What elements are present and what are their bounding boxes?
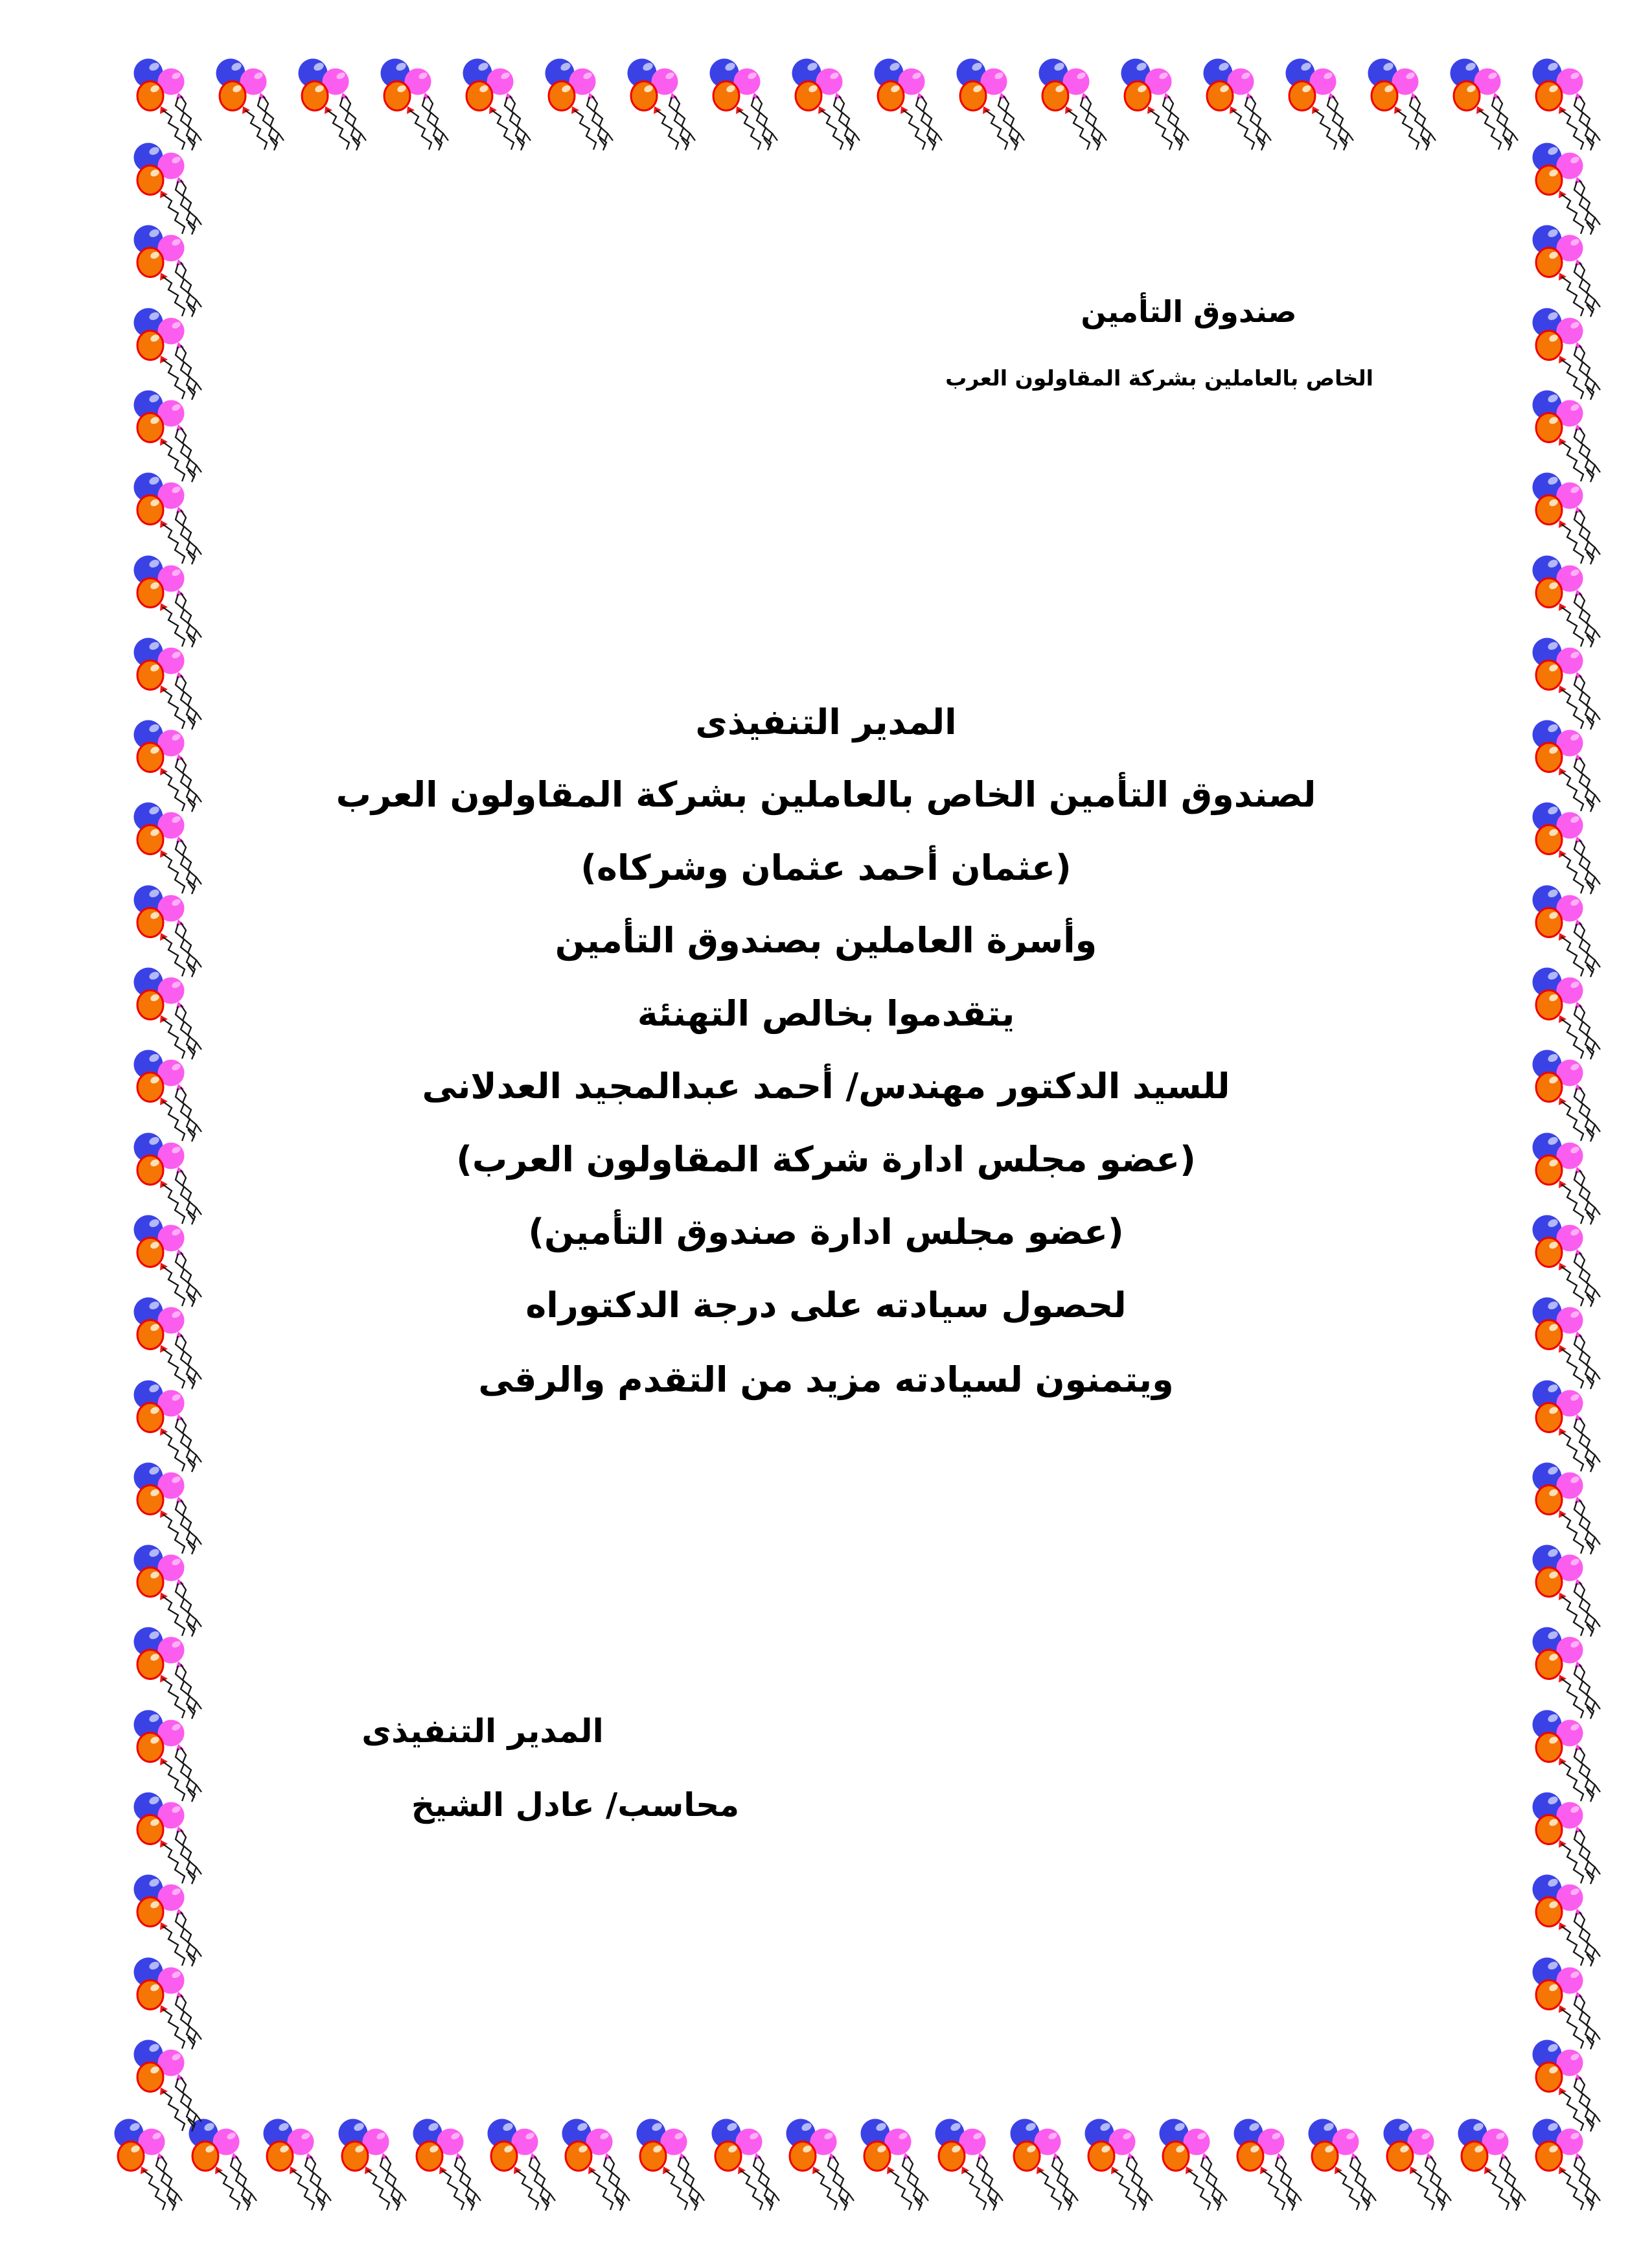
balloon-cluster-icon bbox=[380, 57, 467, 155]
balloon-cluster-icon bbox=[709, 57, 796, 155]
balloon-cluster-icon bbox=[1202, 57, 1290, 155]
balloon-cluster-icon bbox=[873, 57, 961, 155]
header-org-subtitle: الخاص بالعاملين بشركة المقاولون العرب bbox=[945, 365, 1373, 391]
balloon-cluster-icon bbox=[262, 2117, 350, 2216]
balloon-cluster-icon bbox=[1285, 57, 1372, 155]
balloon-cluster-icon bbox=[133, 2038, 220, 2137]
header-org-title: صندوق التأمين bbox=[1081, 294, 1297, 329]
balloon-cluster-icon bbox=[1038, 57, 1125, 155]
body-line-6: للسيد الدكتور مهندس/ أحمد عبدالمجيد العدلانى bbox=[422, 1066, 1230, 1107]
body-line-7: (عضو مجلس ادارة شركة المقاولون العرب) bbox=[456, 1139, 1196, 1180]
balloon-cluster-icon bbox=[956, 57, 1043, 155]
body-line-1: المدير التنفيذى bbox=[695, 702, 957, 742]
signature-title: المدير التنفيذى bbox=[361, 1712, 604, 1750]
balloon-cluster-icon bbox=[636, 2117, 723, 2216]
balloon-cluster-icon bbox=[1449, 57, 1537, 155]
balloon-cluster-icon bbox=[297, 57, 385, 155]
body-line-4: وأسرة العاملين بصندوق التأمين bbox=[555, 920, 1097, 961]
signature-name: محاسب/ عادل الشيخ bbox=[411, 1786, 740, 1824]
balloon-cluster-icon bbox=[1367, 57, 1454, 155]
balloon-cluster-icon bbox=[544, 57, 632, 155]
body-line-3: (عثمان أحمد عثمان وشركاه) bbox=[580, 847, 1072, 888]
balloon-cluster-icon bbox=[791, 57, 878, 155]
balloon-cluster-icon bbox=[462, 57, 549, 155]
body-line-8: (عضو مجلس ادارة صندوق التأمين) bbox=[528, 1212, 1124, 1252]
body-line-10: ويتمنون لسيادته مزيد من التقدم والرقى bbox=[478, 1359, 1174, 1400]
balloon-cluster-icon bbox=[1120, 57, 1208, 155]
balloon-cluster-icon bbox=[1532, 2038, 1619, 2137]
balloon-cluster-icon bbox=[215, 57, 303, 155]
balloon-cluster-icon bbox=[1307, 2117, 1395, 2216]
body-line-9: لحصول سيادته على درجة الدكتوراه bbox=[525, 1285, 1127, 1326]
balloon-cluster-icon bbox=[626, 57, 714, 155]
body-line-5: يتقدموا بخالص التهنئة bbox=[637, 993, 1015, 1034]
body-line-2: لصندوق التأمين الخاص بالعاملين بشركة المقاولون العرب bbox=[336, 774, 1316, 815]
balloon-cluster-icon bbox=[934, 2117, 1022, 2216]
